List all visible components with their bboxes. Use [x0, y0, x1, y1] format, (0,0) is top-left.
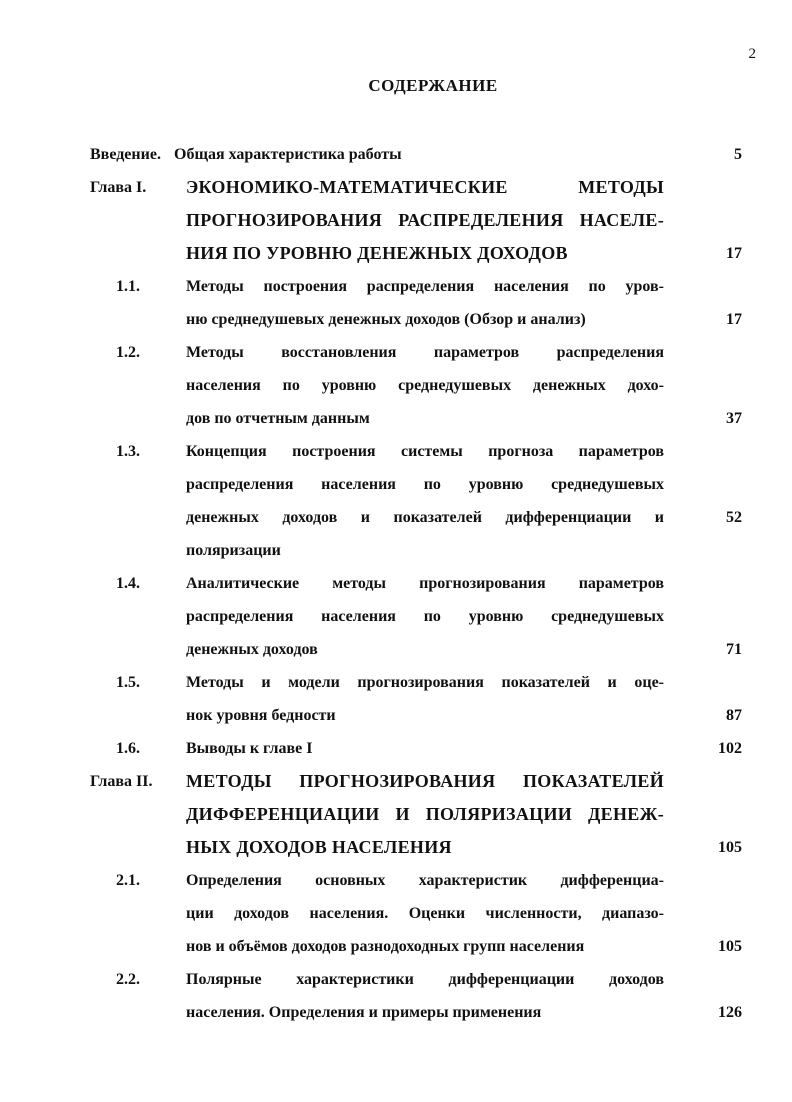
- section-1-6-page: 102: [718, 740, 742, 757]
- section-1-5-page: 87: [726, 707, 742, 724]
- section-2-1-number: 2.1.: [116, 872, 140, 889]
- section-1-6-title: [186, 732, 664, 765]
- chapter-2-title: [186, 765, 664, 864]
- section-line: денежных доходов и показателей дифференциации и: [186, 509, 664, 526]
- intro-label: Введение.: [90, 146, 161, 163]
- section-1-3-page: 52: [726, 509, 742, 526]
- toc-entry-1-1: [0, 270, 792, 336]
- section-1-3-title: [186, 435, 664, 567]
- section-line: денежных доходов: [186, 641, 318, 658]
- section-2-2-title: [186, 963, 664, 1029]
- chapter-2-page: 105: [718, 839, 742, 856]
- toc-entry-chapter-2: [0, 765, 792, 864]
- section-1-6-number: 1.6.: [116, 740, 140, 757]
- toc-entry-intro: [0, 138, 792, 171]
- section-line: населения. Определения и примеры применения: [186, 1004, 542, 1021]
- section-line: нов и объёмов доходов разнодоходных групп населения: [186, 938, 585, 955]
- section-line: Методы построения распределения населения по уров-: [186, 278, 664, 295]
- chapter-2-line: ДИФФЕРЕНЦИАЦИИ И ПОЛЯРИЗАЦИИ ДЕНЕЖ-: [186, 804, 664, 824]
- intro-page: 5: [734, 146, 742, 163]
- page-number: 2: [748, 46, 756, 62]
- section-1-1-page: 17: [726, 311, 742, 328]
- section-line: распределения населения по уровню среднедушевых: [186, 608, 664, 625]
- toc-entry-1-4: [0, 567, 792, 666]
- toc-entry-1-2: [0, 336, 792, 435]
- section-2-2-number: 2.2.: [116, 971, 140, 988]
- section-line: ции доходов населения. Оценки численности, диапазо-: [186, 905, 664, 922]
- section-1-2-number: 1.2.: [116, 344, 140, 361]
- section-line: поляризации: [186, 542, 281, 559]
- section-line: Методы восстановления параметров распределения: [186, 344, 664, 361]
- chapter-1-line: ПРОГНОЗИРОВАНИЯ РАСПРЕДЕЛЕНИЯ НАСЕЛЕ-: [186, 210, 664, 230]
- section-1-4-page: 71: [726, 641, 742, 658]
- section-line: Методы и модели прогнозирования показателей и оце-: [186, 674, 664, 691]
- section-1-3-number: 1.3.: [116, 443, 140, 460]
- section-1-2-title: [186, 336, 664, 435]
- section-2-2-page: 126: [718, 1004, 742, 1021]
- chapter-1-page: 17: [726, 245, 742, 262]
- section-1-5-title: [186, 666, 664, 732]
- chapter-2-line: МЕТОДЫ ПРОГНОЗИРОВАНИЯ ПОКАЗАТЕЛЕЙ: [186, 771, 664, 791]
- section-line: Определения основных характеристик дифференциа-: [186, 872, 664, 889]
- section-1-4-title: [186, 567, 664, 666]
- chapter-1-line: НИЯ ПО УРОВНЮ ДЕНЕЖНЫХ ДОХОДОВ: [186, 243, 568, 263]
- section-1-2-page: 37: [726, 410, 742, 427]
- section-line: Выводы к главе I: [186, 740, 313, 757]
- toc-entry-1-5: [0, 666, 792, 732]
- section-2-1-title: [186, 864, 664, 963]
- section-line: распределения населения по уровню среднедушевых: [186, 476, 664, 493]
- section-line: нок уровня бедности: [186, 707, 336, 724]
- toc-entry-2-2: [0, 963, 792, 1029]
- intro-text: Общая характеристика работы: [174, 146, 402, 163]
- chapter-2-label: Глава II.: [90, 773, 153, 790]
- section-1-1-title: [186, 270, 664, 336]
- toc-entry-1-3: [0, 435, 792, 567]
- section-line: Аналитические методы прогнозирования параметров: [186, 575, 664, 592]
- section-line: Полярные характеристики дифференциации доходов: [186, 971, 664, 988]
- toc-entry-1-6: [0, 732, 792, 765]
- section-2-1-page: 105: [718, 938, 742, 955]
- section-line: дов по отчетным данным: [186, 410, 370, 427]
- section-1-1-number: 1.1.: [116, 278, 140, 295]
- section-line: населения по уровню среднедушевых денежных дохо-: [186, 377, 664, 394]
- chapter-1-title: [186, 171, 664, 270]
- section-line: Концепция построения системы прогноза параметров: [186, 443, 664, 460]
- section-1-4-number: 1.4.: [116, 575, 140, 592]
- page-title: СОДЕРЖАНИЕ: [368, 76, 498, 95]
- chapter-2-line: НЫХ ДОХОДОВ НАСЕЛЕНИЯ: [186, 837, 452, 857]
- toc-entry-2-1: [0, 864, 792, 963]
- section-1-5-number: 1.5.: [116, 674, 140, 691]
- toc-entry-chapter-1: [0, 171, 792, 270]
- chapter-1-line: ЭКОНОМИКО-МАТЕМАТИЧЕСКИЕ МЕТОДЫ: [186, 177, 664, 197]
- chapter-1-label: Глава I.: [90, 179, 147, 196]
- section-line: ню среднедушевых денежных доходов (Обзор и анализ): [186, 311, 586, 328]
